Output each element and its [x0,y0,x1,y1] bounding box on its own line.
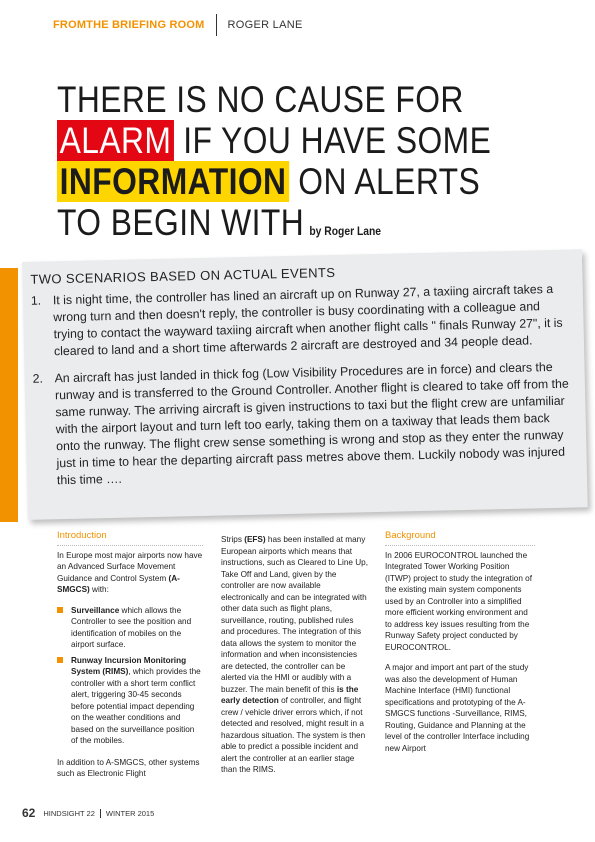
efs-text-e: of controller, and flight crew / vehicle driver errors which, if not detected and resolved, might result in a hazardous situation. The system is then able to predict a possible incident and alert the controller at an earlier stage than the RIMS. [221,696,366,774]
early-detection-term: is the early detection [221,684,359,705]
efs-term: (EFS) [244,535,266,544]
bullet-description: , which provides the controller with a short term conflict alert, triggering 30-45 seconds before potential impact depending on the weather conditions and based on the surveillance position of the mobiles. [71,667,201,745]
information-highlight: INFORMATION [57,161,289,202]
title-line-2 [57,120,492,162]
efs-paragraph [221,534,368,776]
footer-divider [100,809,101,818]
title-line-4 [57,203,487,244]
page-footer [22,806,154,820]
efs-text-a: Strips [221,535,245,544]
column-middle [221,534,368,785]
title-line-3-rest: ON ALERTS [289,161,481,202]
title-line-4-text: TO BEGIN WITH [57,202,305,243]
scenario-text: An aircraft has just landed in thick fog (Low Visibility Procedures are in force) and clears the runway and is transferred to the Ground Controller. Another flight is cleared to take off from the same runway. The arriving aircraft is given instructions to taxi but the flight crew are unfamiliar with the airport layout and turn left too early, taking them on a taxiway that leads them back onto the runway. The flight crew sense something is wrong and stop as they enter the runway just in time to hear the departing aircraft pass metres above them. Luckily nobody was injured this time …. [54,359,569,488]
bullet-square-icon [57,657,63,663]
introduction-heading: Introduction [57,530,203,546]
scenario-heading: TWO SCENARIOS BASED ON ACTUAL EVENTS [30,264,336,287]
alarm-highlight: ALARM [57,120,174,161]
header-author: ROGER LANE [227,19,303,31]
scenario-item [31,281,572,361]
bullet-rims [57,655,203,747]
bullet-text [71,605,203,651]
bullet-term: Surveillance [71,605,120,615]
background-paragraph-1: In 2006 EUROCONTROL launched the Integrated Tower Working Position (ITWP) project to study the integration of the existing main system components used by an Controller into a simplified more efficient working environment and to address key issues resulting from the Runway Safety project conducted by EUROCONTROL. [385,550,532,652]
column-introduction [57,530,203,789]
magazine-name: HINDSIGHT 22 [43,808,95,818]
efs-text-c: has been installed at many European airports which means that instructions, such as Cleared to Line Up, Take Off and Land, given by the controller are now available electronically and can be integrated with other data such as flight plans, surveillance, routing, published rules and procedures. The integration of this data allows the system to monitor the information and when inconsistencies are detected, the controller can be alerted via the HMI or audibly with a buzzer. The main benefit of this [221,535,368,694]
scenario-text: It is night time, the controller has lined an aircraft up on Runway 27, a taxiing aircraft takes a wrong turn and then doesn't reply, the controller is busy coordinating with a colleague and trying to contact the wayward taxiing aircraft when another flight calls " finals Runway 27", it is cleared to land and a short time afterwards 2 aircraft are destroyed and 34 people dead. [52,281,563,359]
header-divider [216,14,217,36]
bullet-text [71,655,203,747]
scenario-box [22,249,588,520]
intro-text-end: with: [89,585,109,594]
scenario-content [30,260,575,500]
title-line-2-rest: IF YOU HAVE SOME [173,120,492,161]
running-header [53,14,303,36]
background-paragraph-2: A major and import ant part of the study was also the development of Human Machine Interface (HMI) functional specifications and prototyping of the A-SMGCS functions -Surveillance, RIMS, Routing, Guidance and Planning at the level of the controller Interface including new Airport [385,663,530,753]
title-line-3 [57,162,487,203]
article-title [57,79,492,244]
intro-text: In Europe most major airports now have an Advanced Surface Movement Guidance and Control System [57,550,203,583]
intro-paragraph [57,550,203,596]
byline: by Roger Lane [309,224,382,238]
orange-side-bar [0,268,18,522]
column-background [385,530,535,763]
bullet-term: Runway Incursion Monitoring System (RIMS) [71,655,187,676]
scenario-list [31,281,575,490]
scenario-number: 1. [30,293,42,308]
scenario-item [32,359,575,490]
section-label: FROMTHE BRIEFING ROOM [53,19,205,31]
issue-label: WINTER 2015 [105,808,155,818]
intro-paragraph-2: In addition to A-SMGCS, other systems such as Electronic Flight [57,757,200,778]
background-heading: Background [385,530,535,546]
bullet-square-icon [57,607,63,613]
title-line-1: THERE IS NO CAUSE FOR [57,79,464,120]
scenario-number: 2. [32,371,44,386]
bullet-surveillance [57,605,203,651]
asmgcs-term: (A-SMGCS) [57,573,180,594]
bullet-description: which allows the Controller to see the position and identification of mobiles on the airport surface. [71,605,192,649]
page-number: 62 [22,806,36,820]
